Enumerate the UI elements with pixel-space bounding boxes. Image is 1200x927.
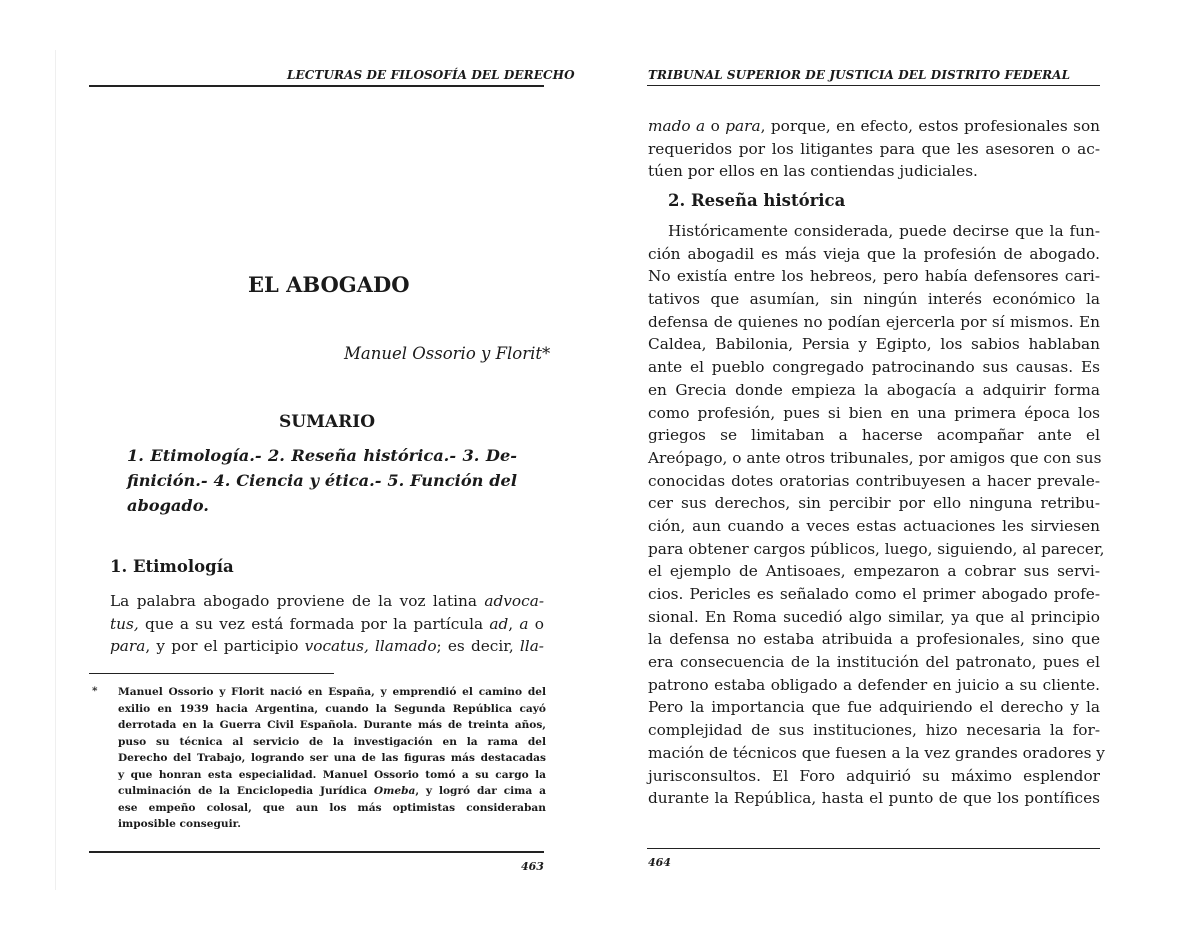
sumario-line: 1. Etimología.- 2. Reseña histórica.- 3. De- (127, 446, 517, 465)
page-number-left: 463 (521, 860, 544, 873)
paragraph-line: era consecuencia de la institución del patronato, pues el (648, 653, 1100, 672)
footnote-line: Manuel Ossorio y Florit nació en España, y emprendió el camino del (118, 686, 546, 698)
etimologia-paragraph (110, 590, 544, 658)
footnote-line: Derecho del Trabajo, logrando ser una de las figuras más destacadas (118, 752, 546, 764)
paragraph-line: tativos que asumían, sin ningún interés económico la (648, 290, 1100, 309)
sumario-line: abogado. (127, 496, 209, 515)
paragraph-line: mación de técnicos que fuesen a la vez grandes oradores y (648, 743, 1105, 762)
paragraph-line: complejidad de sus instituciones, hizo necesaria la for- (648, 721, 1100, 740)
footnote-marker: * (92, 685, 98, 697)
section-heading-etimologia: 1. Etimología (110, 557, 234, 576)
footnote-separator (89, 673, 334, 674)
sumario-list (127, 443, 517, 518)
paragraph-line: ción abogadil es más vieja que la profesión de abogado. (648, 244, 1100, 263)
paragraph-line: para, y por el participio vocatus, llamado; es decir, lla- (110, 637, 544, 656)
resena-paragraph (648, 220, 1105, 810)
footnote-line: imposible conseguir. (118, 818, 241, 830)
paragraph-line: Caldea, Babilonia, Persia y Egipto, los sabios hablaban (648, 335, 1100, 354)
paragraph-line: tus, que a su vez está formada por la partícula ad, a o (110, 614, 544, 633)
paragraph-line: Pero la importancia que fue adquiriendo el derecho y la (648, 698, 1100, 717)
paragraph-line: Areópago, o ante otros tribunales, por amigos que con sus (648, 448, 1102, 467)
paragraph-line: cios. Pericles es señalado como el primer abogado profe- (648, 585, 1100, 603)
paragraph-line: Históricamente considerada, puede decirse que la fun- (668, 222, 1100, 240)
footnote-line: y que honran esta especialidad. Manuel Ossorio tomó a su cargo la (118, 768, 546, 781)
paragraph-line: la defensa no estaba atribuida a profesionales, sino que (648, 630, 1100, 649)
author-name: Manuel Ossorio y Florit* (344, 344, 551, 363)
running-head-left: LECTURAS DE FILOSOFÍA DEL DERECHO (287, 68, 575, 82)
sumario-heading: SUMARIO (279, 412, 375, 432)
paragraph-line: La palabra abogado proviene de la voz latina advoca- (110, 592, 544, 610)
paragraph-line: mado a o para, porque, en efecto, estos profesionales son (648, 117, 1101, 135)
paragraph-line: ción, aun cuando a veces estas actuaciones les sirviesen (648, 516, 1100, 535)
paragraph-line: defensa de quienes no podían ejercerla por sí mismos. En (648, 312, 1100, 331)
paragraph-line: No existía entre los hebreos, pero había defensores cari- (648, 267, 1100, 286)
paragraph-line: sional. En Roma sucedió algo similar, ya que al principio (648, 607, 1100, 626)
section-heading-resena: 2. Reseña histórica (668, 191, 846, 210)
paragraph-line: patrono estaba obligado a defender en juicio a su cliente. (648, 675, 1100, 694)
paragraph-line: requeridos por los litigantes para que les asesoren o ac- (648, 139, 1100, 158)
running-head-right: TRIBUNAL SUPERIOR DE JUSTICIA DEL DISTRITO FEDERAL (648, 68, 1071, 82)
paragraph-line: como profesión, pues si bien en una primera época los (648, 403, 1100, 422)
paragraph-line: ante el pueblo congregado patrocinando sus causas. Es (648, 358, 1100, 377)
footnote-line: puso su técnica al servicio de la investigación en la rama del (118, 735, 546, 748)
article-title: EL ABOGADO (248, 272, 410, 297)
paragraph-line: en Grecia donde empieza la abogacía a adquirir forma (648, 380, 1100, 399)
paragraph-line: túen por ellos en las contiendas judiciales. (648, 162, 978, 181)
footer-rule-left (89, 851, 544, 853)
footer-rule-right (647, 848, 1100, 849)
paragraph-line: el ejemplo de Antisoaes, empezaron a cobrar sus servi- (648, 562, 1100, 581)
paragraph-line: conocidas dotes oratorias contribuyesen a hacer prevale- (648, 471, 1100, 490)
paragraph-line: jurisconsultos. El Foro adquirió su máximo esplendor (648, 766, 1100, 785)
footnote-line: exilio en 1939 hacia Argentina, cuando la Segunda República cayó (118, 702, 546, 715)
footnote-line: ese empeño colosal, que aun los más optimistas consideraban (118, 801, 546, 814)
paragraph-line: para obtener cargos públicos, luego, siguiendo, al parecer, (648, 539, 1105, 558)
author-footnote (118, 684, 546, 833)
header-rule-left (89, 85, 544, 87)
paragraph-line: griegos se limitaban a hacerse acompañar ante el (648, 426, 1100, 445)
paragraph-line: cer sus derechos, sin percibir por ello ninguna retribu- (648, 494, 1100, 513)
right-page (600, 0, 1200, 927)
footnote-line: derrotada en la Guerra Civil Española. Durante más de treinta años, (118, 719, 546, 731)
page-number-right: 464 (648, 856, 671, 869)
header-rule-right (647, 85, 1100, 86)
sumario-line: finición.- 4. Ciencia y ética.- 5. Función del (127, 471, 517, 490)
intro-paragraph (648, 115, 1100, 183)
paragraph-line: durante la República, hasta el punto de que los pontífices (648, 789, 1100, 808)
page-edge-shadow (55, 50, 56, 890)
footnote-line: culminación de la Enciclopedia Jurídica Omeba, y logró dar cima a (118, 785, 546, 797)
